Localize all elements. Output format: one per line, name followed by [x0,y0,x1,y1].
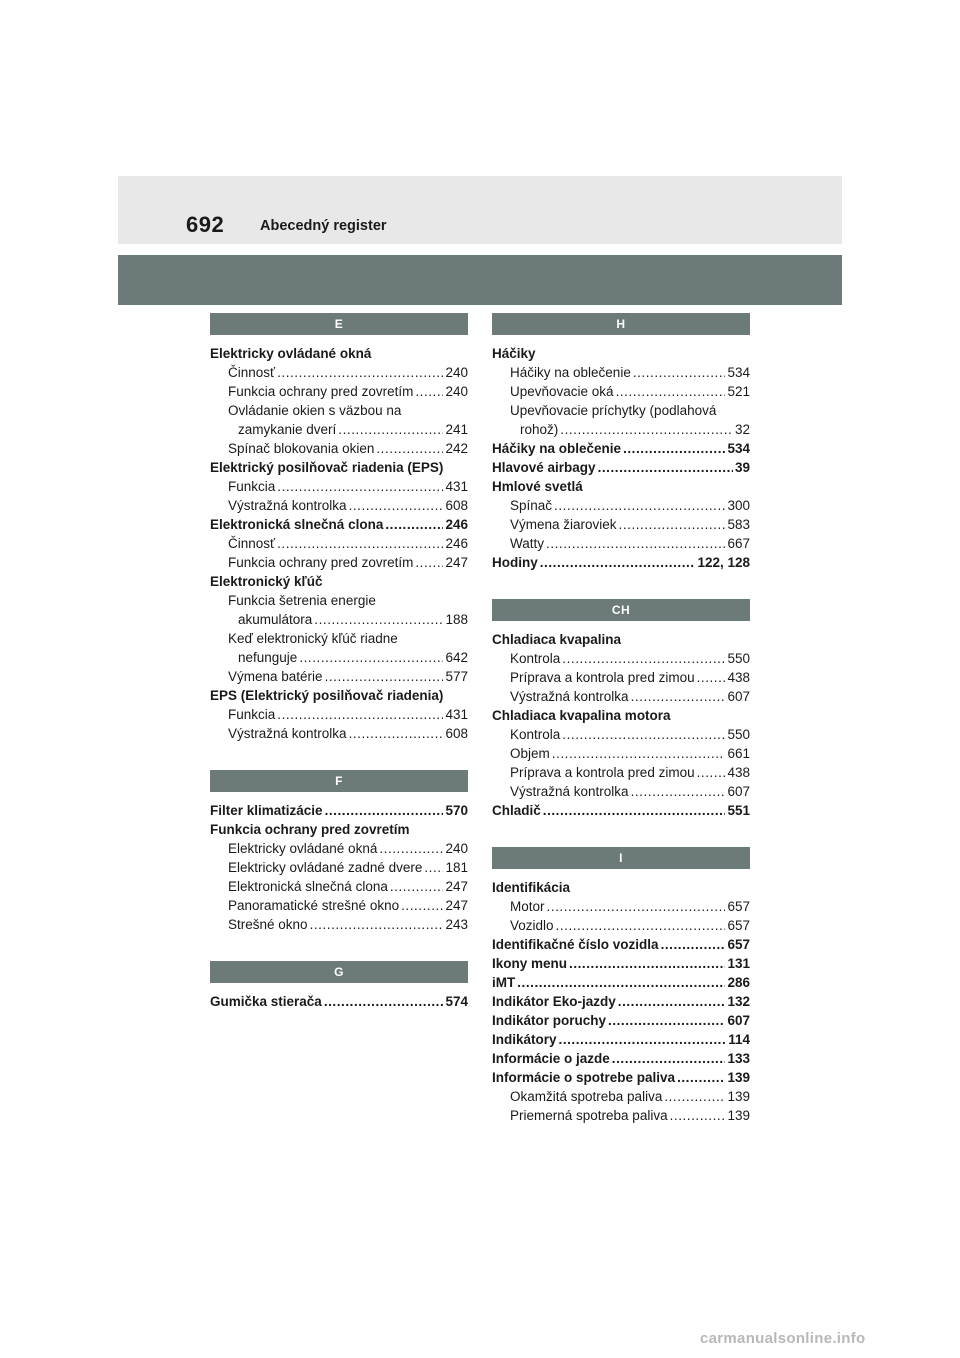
dot-leader [633,363,726,382]
entry-list [210,344,468,743]
dot-leader [401,896,443,915]
page-reference: 133 [727,1051,750,1066]
index-subentry [210,705,468,724]
page-reference: 657 [727,918,750,933]
index-column-left [210,313,468,1038]
page-reference: 667 [727,536,750,551]
page-reference: 242 [445,441,468,456]
index-entry [210,801,468,820]
entry-text: akumulátora [238,612,313,627]
page-reference: 570 [445,803,468,818]
index-entry [492,458,750,477]
entry-text: Informácie o jazde [492,1051,610,1066]
page-reference: 286 [727,975,750,990]
page-reference: 243 [445,917,468,932]
letter-section [492,313,750,572]
page-reference: 657 [727,937,750,952]
entry-list [492,630,750,820]
dot-leader [390,877,444,896]
index-entry [492,1068,750,1087]
index-subentry [210,439,468,458]
dot-leader [349,496,444,515]
entry-text: Gumička stierača [210,994,322,1009]
entry-text: Keď elektronický kľúč riadne [228,631,398,646]
index-subentry [492,763,750,782]
index-subentry [492,496,750,515]
entry-text: Elektronický kľúč [210,574,323,589]
dot-leader [619,515,726,534]
entry-text: Strešné okno [228,917,308,932]
entry-text: Háčiky na oblečenie [492,441,622,456]
index-entry [492,973,750,992]
index-subentry [492,897,750,916]
letter-heading: H [492,313,750,335]
index-subentry [210,667,468,686]
page-reference: 139 [727,1108,750,1123]
letter-heading: I [492,847,750,869]
dot-leader [379,839,443,858]
entry-text: Identifikácia [492,880,571,895]
page-reference: 550 [727,651,750,666]
entry-text: nefunguje [238,650,298,665]
page-reference: 551 [727,803,750,818]
dot-leader [543,801,726,820]
page-reference: 431 [445,479,468,494]
index-subentry [492,515,750,534]
entry-list [210,992,468,1011]
header-band [118,176,842,244]
page-reference: 240 [445,384,468,399]
entry-text: Výstražná kontrolka [228,498,347,513]
index-subentry [210,839,468,858]
index-entry [492,1030,750,1049]
entry-text: Háčiky na oblečenie [510,365,631,380]
index-subentry [210,382,468,401]
entry-text: Chladiaca kvapalina motora [492,708,671,723]
page-reference: 300 [727,498,750,513]
page-reference: 139 [727,1070,750,1085]
entry-text: Upevňovacie oká [510,384,614,399]
index-entry [492,706,750,725]
index-subentry [210,534,468,553]
entry-text: Chladič [492,803,541,818]
index-entry [210,686,468,705]
entry-text: Kontrola [510,651,561,666]
page-reference: 534 [727,365,750,380]
page-reference: 241 [445,422,468,437]
page-reference: 642 [445,650,468,665]
dot-leader [299,648,443,667]
entry-text: Priemerná spotreba paliva [510,1108,668,1123]
dot-leader [324,992,444,1011]
letter-section [492,599,750,820]
index-entry [492,553,750,572]
entry-text: Kontrola [510,727,561,742]
watermark: carmanualsonline.info [700,1330,866,1347]
letter-section [210,770,468,934]
entry-text: Funkcia ochrany pred zovretím [228,384,414,399]
entry-text: Funkcia šetrenia energie [228,593,376,608]
dot-leader [631,782,726,801]
index-entry [492,954,750,973]
entry-text: Elektronická slnečná clona [210,517,384,532]
page-reference: 577 [445,669,468,684]
index-entry [210,572,468,591]
entry-text: Identifikačné číslo vozidla [492,937,659,952]
dot-leader [616,382,726,401]
entry-text: Činnosť [228,365,276,380]
page-reference: 247 [445,555,468,570]
dot-leader [677,1068,725,1087]
entry-text: Hodiny [492,555,538,570]
dot-leader [560,420,733,439]
index-subentry [492,668,750,687]
dot-leader [415,382,443,401]
index-subentry [210,858,468,877]
index-subentry [210,877,468,896]
index-entry [210,515,468,534]
page-reference: 534 [727,441,750,456]
index-entry [492,477,750,496]
dot-leader [697,763,726,782]
index-subentry [210,896,468,915]
entry-text: Funkcia [228,479,276,494]
page-reference: 608 [445,498,468,513]
page-reference: 550 [727,727,750,742]
page-reference: 607 [727,689,750,704]
dot-leader [598,458,733,477]
letter-heading: F [210,770,468,792]
dot-leader [569,954,725,973]
page-reference: 246 [445,536,468,551]
entry-text: Elektricky ovládané zadné dvere [228,860,423,875]
dot-leader [661,935,726,954]
index-subentry [210,553,468,572]
entry-text: Ovládanie okien s väzbou na [228,403,402,418]
entry-text: iMT [492,975,516,990]
entry-text: Hmlové svetlá [492,479,583,494]
dot-leader [310,915,444,934]
page-reference: 240 [445,841,468,856]
page-reference: 122, 128 [697,555,750,570]
page-reference: 608 [445,726,468,741]
page-reference: 188 [445,612,468,627]
entry-text: Príprava a kontrola pred zimou [510,670,695,685]
entry-text: Indikátory [492,1032,557,1047]
letter-section [492,847,750,1125]
index-subentry [492,534,750,553]
index-subentry [210,477,468,496]
dot-leader [540,553,696,572]
page-reference: 247 [445,898,468,913]
entry-text: Výstražná kontrolka [228,726,347,741]
entry-text: Háčiky [492,346,536,361]
dot-leader [277,363,443,382]
index-entry [492,439,750,458]
dot-leader [608,1011,725,1030]
index-subentry [210,724,468,743]
index-entry [492,878,750,897]
index-subentry [210,629,468,648]
entry-text: Výmena batérie [228,669,323,684]
index-subentry [492,744,750,763]
index-entry [492,1011,750,1030]
letter-heading: E [210,313,468,335]
index-subentry [492,916,750,935]
entry-text: Výmena žiaroviek [510,517,617,532]
index-column-right [492,313,750,1152]
page-reference: 661 [727,746,750,761]
dot-leader [612,1049,726,1068]
dot-leader [424,858,443,877]
page-reference: 583 [727,517,750,532]
entry-text: Výstražná kontrolka [510,689,629,704]
dot-leader [670,1106,726,1125]
dot-leader [325,801,444,820]
dot-leader [697,668,726,687]
index-subentry [492,725,750,744]
entry-text: Motor [510,899,545,914]
page-number: 692 [186,212,225,237]
dot-leader [664,1087,725,1106]
page-reference: 607 [727,784,750,799]
index-subentry [210,420,468,439]
index-subentry [210,648,468,667]
entry-text: Elektricky ovládané okná [228,841,378,856]
dot-leader [556,916,726,935]
page-reference: 246 [445,517,468,532]
page-reference: 32 [734,422,750,437]
index-subentry [492,363,750,382]
index-entry [492,630,750,649]
entry-text: Chladiaca kvapalina [492,632,622,647]
index-entry [210,458,468,477]
dot-leader [562,649,725,668]
index-subentry [210,496,468,515]
entry-text: Panoramatické strešné okno [228,898,400,913]
dot-leader [623,439,725,458]
letter-section [210,961,468,1011]
page-reference: 521 [727,384,750,399]
entry-text: Indikátor Eko-jazdy [492,994,616,1009]
index-entry [492,992,750,1011]
entry-text: Príprava a kontrola pred zimou [510,765,695,780]
dot-leader [554,496,725,515]
entry-text: EPS (Elektrický posilňovač riadenia) [210,688,444,703]
entry-text: Hlavové airbagy [492,460,596,475]
entry-text: Ikony menu [492,956,568,971]
entry-text: Watty [510,536,545,551]
index-subentry [492,1087,750,1106]
page-reference: 132 [727,994,750,1009]
index-subentry [492,782,750,801]
entry-text: Elektricky ovládané okná [210,346,372,361]
page-reference: 657 [727,899,750,914]
dot-leader [631,687,726,706]
entry-text: Činnosť [228,536,276,551]
dot-leader [415,553,443,572]
index-subentry [210,610,468,629]
dot-leader [517,973,725,992]
dot-leader [385,515,443,534]
dot-leader [546,534,725,553]
index-subentry [210,591,468,610]
header-dark-band [118,255,842,305]
page-reference: 39 [734,460,750,475]
dot-leader [277,477,443,496]
dot-leader [277,705,443,724]
entry-text: Spínač [510,498,553,513]
index-entry [492,935,750,954]
dot-leader [325,667,444,686]
letter-heading: G [210,961,468,983]
page-reference: 431 [445,707,468,722]
index-entry [210,344,468,363]
page-reference: 574 [445,994,468,1009]
entry-text: Spínač blokovania okien [228,441,375,456]
index-entry [492,1049,750,1068]
page-reference: 438 [727,670,750,685]
page-reference: 240 [445,365,468,380]
page-reference: 139 [727,1089,750,1104]
dot-leader [562,725,725,744]
index-subentry [210,401,468,420]
index-subentry [492,382,750,401]
entry-text: Informácie o spotrebe paliva [492,1070,676,1085]
page-reference: 247 [445,879,468,894]
entry-text: rohož) [520,422,559,437]
dot-leader [547,897,726,916]
dot-leader [618,992,726,1011]
index-entry [492,801,750,820]
section-title: Abecedný register [260,218,387,234]
entry-text: Indikátor poruchy [492,1013,607,1028]
index-entry [210,992,468,1011]
dot-leader [552,744,726,763]
dot-leader [277,534,443,553]
dot-leader [559,1030,727,1049]
entry-text: Funkcia ochrany pred zovretím [210,822,410,837]
dot-leader [349,724,444,743]
index-subentry [492,687,750,706]
entry-text: Objem [510,746,550,761]
entry-text: Funkcia [228,707,276,722]
index-subentry [492,649,750,668]
letter-heading: CH [492,599,750,621]
entry-list [492,344,750,572]
entry-list [492,878,750,1125]
dot-leader [338,420,443,439]
dot-leader [314,610,443,629]
entry-text: Upevňovacie príchytky (podlahová [510,403,717,418]
index-entry [492,344,750,363]
index-subentry [492,401,750,420]
entry-text: Elektrický posilňovač riadenia (EPS) [210,460,444,475]
index-subentry [492,420,750,439]
entry-text: Funkcia ochrany pred zovretím [228,555,414,570]
entry-text: Elektronická slnečná clona [228,879,388,894]
letter-section [210,313,468,743]
page-reference: 114 [728,1032,750,1047]
entry-text: zamykanie dverí [238,422,337,437]
page-reference: 181 [445,860,468,875]
index-subentry [210,915,468,934]
index-subentry [492,1106,750,1125]
entry-text: Okamžitá spotreba paliva [510,1089,663,1104]
entry-text: Vozidlo [510,918,554,933]
index-subentry [210,363,468,382]
page-reference: 438 [727,765,750,780]
index-entry [210,820,468,839]
entry-list [210,801,468,934]
page-reference: 607 [727,1013,750,1028]
entry-text: Výstražná kontrolka [510,784,629,799]
entry-text: Filter klimatizácie [210,803,323,818]
dot-leader [376,439,443,458]
page-reference: 131 [727,956,750,971]
